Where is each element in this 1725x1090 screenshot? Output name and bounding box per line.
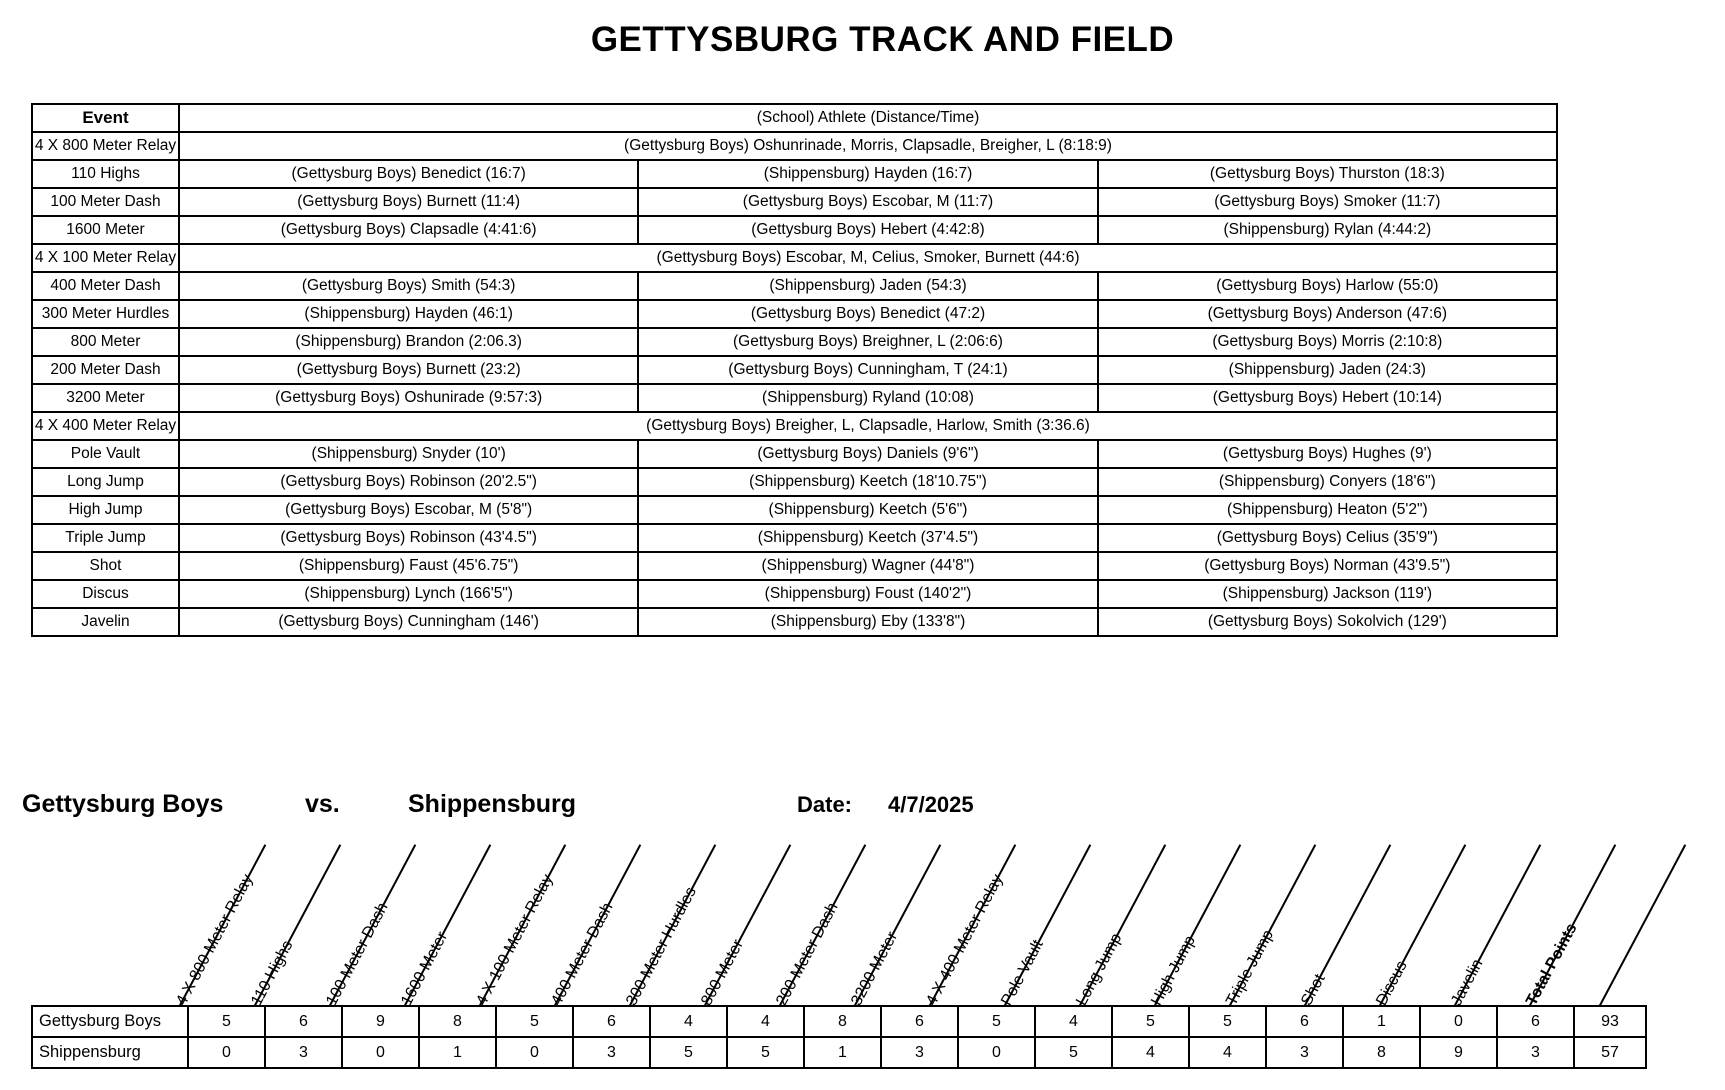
result-place-2-cell: (Shippensburg) Wagner (44'8") [638,552,1097,580]
points-header-divider [404,844,491,1006]
result-place-3-cell: (Shippensburg) Jackson (119') [1098,580,1557,608]
result-event-name: Triple Jump [32,524,179,552]
result-event-name: Shot [32,552,179,580]
result-event-name: Long Jump [32,468,179,496]
result-place-1-cell: (Shippensburg) Hayden (46:1) [179,300,638,328]
points-cell: 0 [342,1037,419,1068]
result-place-2-cell: (Gettysburg Boys) Benedict (47:2) [638,300,1097,328]
points-column-header: Pole Vault [998,937,1047,1009]
result-place-2-cell: (Gettysburg Boys) Breighner, L (2:06:6) [638,328,1097,356]
points-column-header: Long Jump [1073,930,1126,1009]
points-header-divider [929,844,1016,1006]
points-cell: 0 [496,1037,573,1068]
results-table [31,103,1558,637]
points-header-divider [1529,844,1616,1006]
table-row [32,552,1557,580]
result-event-name: 200 Meter Dash [32,356,179,384]
result-relay-cell: (Gettysburg Boys) Breigher, L, Clapsadle, Harlow, Smith (3:36.6) [179,412,1557,440]
result-relay-cell: (Gettysburg Boys) Escobar, M, Celius, Smoker, Burnett (44:6) [179,244,1557,272]
points-column-header: 200 Meter Dash [773,900,842,1009]
table-row [32,580,1557,608]
points-cell: 6 [881,1006,958,1037]
points-row [32,1006,1646,1037]
result-event-name: 1600 Meter [32,216,179,244]
result-event-name: 4 X 800 Meter Relay [32,132,179,160]
points-column-header: 800 Meter [698,936,747,1009]
table-row [32,272,1557,300]
table-row [32,160,1557,188]
points-cell: 1 [419,1037,496,1068]
result-place-2-cell: (Gettysburg Boys) Daniels (9'6") [638,440,1097,468]
result-event-name: 4 X 100 Meter Relay [32,244,179,272]
points-header-divider [1079,844,1166,1006]
result-place-3-cell: (Shippensburg) Jaden (24:3) [1098,356,1557,384]
results-header-event: Event [32,104,179,132]
table-row [32,300,1557,328]
result-place-3-cell: (Gettysburg Boys) Anderson (47:6) [1098,300,1557,328]
result-event-name: Javelin [32,608,179,636]
result-place-2-cell: (Shippensburg) Foust (140'2") [638,580,1097,608]
points-cell: 1 [1343,1006,1420,1037]
result-place-3-cell: (Gettysburg Boys) Sokolvich (129') [1098,608,1557,636]
points-cell: 5 [1035,1037,1112,1068]
points-cell: 0 [958,1037,1035,1068]
table-row [32,328,1557,356]
points-column-header: 400 Meter Dash [548,900,617,1009]
points-cell: 5 [188,1006,265,1037]
result-place-1-cell: (Gettysburg Boys) Burnett (23:2) [179,356,638,384]
result-place-3-cell: (Shippensburg) Conyers (18'6") [1098,468,1557,496]
result-relay-cell: (Gettysburg Boys) Oshunrinade, Morris, Clapsadle, Breigher, L (8:18:9) [179,132,1557,160]
points-column-header: Discus [1373,958,1411,1009]
table-row [32,412,1557,440]
points-column-header: 4 X 800 Meter Relay [173,871,257,1009]
points-column-header: High Jump [1148,933,1200,1009]
points-table-container [31,842,1691,1082]
result-place-1-cell: (Shippensburg) Lynch (166'5") [179,580,638,608]
points-header-divider [1304,844,1391,1006]
result-place-1-cell: (Gettysburg Boys) Cunningham (146') [179,608,638,636]
date-value: 4/7/2025 [888,792,974,817]
result-place-3-cell: (Shippensburg) Heaton (5'2") [1098,496,1557,524]
result-place-1-cell: (Gettysburg Boys) Oshunirade (9:57:3) [179,384,638,412]
points-header-divider [1004,844,1091,1006]
table-row [32,524,1557,552]
result-place-1-cell: (Gettysburg Boys) Clapsadle (4:41:6) [179,216,638,244]
points-header-divider [779,844,866,1006]
result-place-3-cell: (Gettysburg Boys) Smoker (11:7) [1098,188,1557,216]
result-event-name: High Jump [32,496,179,524]
points-column-header: 4 X 100 Meter Relay [473,871,557,1009]
result-place-1-cell: (Shippensburg) Snyder (10') [179,440,638,468]
points-cell: 3 [1497,1037,1574,1068]
points-cell: 8 [1343,1037,1420,1068]
table-row [32,608,1557,636]
result-place-3-cell: (Gettysburg Boys) Norman (43'9.5") [1098,552,1557,580]
result-place-2-cell: (Shippensburg) Ryland (10:08) [638,384,1097,412]
result-place-2-cell: (Gettysburg Boys) Cunningham, T (24:1) [638,356,1097,384]
points-header-divider [1154,844,1241,1006]
points-column-header: 1600 Meter [398,929,452,1009]
points-column-header: 100 Meter Dash [323,900,392,1009]
points-cell: 6 [1497,1006,1574,1037]
points-cell: 3 [1266,1037,1343,1068]
result-place-2-cell: (Gettysburg Boys) Escobar, M (11:7) [638,188,1097,216]
result-place-2-cell: (Shippensburg) Keetch (5'6") [638,496,1097,524]
table-row [32,188,1557,216]
points-cell: 3 [881,1037,958,1068]
points-column-header: 3200 Meter [848,929,902,1009]
points-cell: 0 [1420,1006,1497,1037]
points-row [32,1037,1646,1068]
result-place-3-cell: (Gettysburg Boys) Celius (35'9") [1098,524,1557,552]
points-team-name: Shippensburg [32,1037,188,1068]
table-row [32,468,1557,496]
points-cell: 6 [265,1006,342,1037]
points-cell: 9 [1420,1037,1497,1068]
points-cell: 4 [1035,1006,1112,1037]
matchup-team-a: Gettysburg Boys [22,790,224,818]
table-row [32,216,1557,244]
points-cell: 4 [1112,1037,1189,1068]
document-page [0,20,1725,1090]
table-row [32,132,1557,160]
results-header-row [32,104,1557,132]
points-total-cell: 57 [1574,1037,1646,1068]
page-title: GETTYSBURG TRACK AND FIELD [590,20,1175,59]
table-row [32,440,1557,468]
result-place-3-cell: (Gettysburg Boys) Hebert (10:14) [1098,384,1557,412]
result-event-name: 4 X 400 Meter Relay [32,412,179,440]
table-row [32,384,1557,412]
points-column-header: Shot [1298,971,1329,1009]
points-cell: 5 [727,1037,804,1068]
points-cell: 3 [265,1037,342,1068]
points-cell: 1 [804,1037,881,1068]
result-place-1-cell: (Shippensburg) Faust (45'6.75") [179,552,638,580]
points-cell: 5 [1112,1006,1189,1037]
points-cell: 4 [650,1006,727,1037]
points-cell: 9 [342,1006,419,1037]
result-place-1-cell: (Gettysburg Boys) Burnett (11:4) [179,188,638,216]
points-header-divider [1379,844,1466,1006]
date-label: Date: [797,792,853,817]
points-table [31,1005,1647,1069]
points-column-header: Triple Jump [1223,927,1278,1009]
points-header-divider [1454,844,1541,1006]
points-header-divider [1229,844,1316,1006]
points-cell: 6 [1266,1006,1343,1037]
points-cell: 5 [1189,1006,1266,1037]
points-column-header: 110 Highs [248,937,297,1009]
points-team-name: Gettysburg Boys [32,1006,188,1037]
points-header-divider [329,844,416,1006]
points-cell: 3 [573,1037,650,1068]
table-row [32,496,1557,524]
result-event-name: 100 Meter Dash [32,188,179,216]
result-event-name: Discus [32,580,179,608]
points-cell: 5 [650,1037,727,1068]
result-place-3-cell: (Shippensburg) Rylan (4:44:2) [1098,216,1557,244]
points-cell: 8 [419,1006,496,1037]
points-header-divider [254,844,341,1006]
points-header-divider [704,844,791,1006]
points-cell: 4 [1189,1037,1266,1068]
points-header-divider [854,844,941,1006]
result-place-1-cell: (Gettysburg Boys) Robinson (43'4.5") [179,524,638,552]
result-event-name: 110 Highs [32,160,179,188]
result-event-name: 400 Meter Dash [32,272,179,300]
points-cell: 5 [958,1006,1035,1037]
result-place-1-cell: (Gettysburg Boys) Smith (54:3) [179,272,638,300]
result-event-name: 300 Meter Hurdles [32,300,179,328]
table-row [32,244,1557,272]
result-place-1-cell: (Gettysburg Boys) Robinson (20'2.5") [179,468,638,496]
matchup-team-b: Shippensburg [408,790,577,818]
result-place-2-cell: (Shippensburg) Jaden (54:3) [638,272,1097,300]
result-place-1-cell: (Shippensburg) Brandon (2:06.3) [179,328,638,356]
points-cell: 8 [804,1006,881,1037]
result-place-2-cell: (Shippensburg) Hayden (16:7) [638,160,1097,188]
points-cell: 5 [496,1006,573,1037]
result-place-3-cell: (Gettysburg Boys) Thurston (18:3) [1098,160,1557,188]
result-place-2-cell: (Shippensburg) Keetch (18'10.75") [638,468,1097,496]
points-header-divider [1599,844,1686,1006]
points-header-divider [629,844,716,1006]
table-row [32,356,1557,384]
result-event-name: Pole Vault [32,440,179,468]
result-place-2-cell: (Shippensburg) Keetch (37'4.5") [638,524,1097,552]
matchup-vs-label: vs. [305,790,340,818]
result-place-1-cell: (Gettysburg Boys) Escobar, M (5'8") [179,496,638,524]
points-cell: 0 [188,1037,265,1068]
result-place-1-cell: (Gettysburg Boys) Benedict (16:7) [179,160,638,188]
points-header-divider [179,844,266,1006]
points-cell: 4 [727,1006,804,1037]
result-place-2-cell: (Shippensburg) Eby (133'8") [638,608,1097,636]
result-event-name: 800 Meter [32,328,179,356]
results-table-container [31,103,1558,637]
points-total-cell: 93 [1574,1006,1646,1037]
results-header-athlete: (School) Athlete (Distance/Time) [179,104,1557,132]
points-cell: 6 [573,1006,650,1037]
points-header-divider [554,844,641,1006]
points-column-header: Total Points [1523,920,1581,1009]
points-column-headers [31,842,1691,1007]
points-column-header: 4 X 400 Meter Relay [923,871,1007,1009]
result-place-3-cell: (Gettysburg Boys) Harlow (55:0) [1098,272,1557,300]
result-event-name: 3200 Meter [32,384,179,412]
points-column-header: 300 Meter Hurdles [623,884,700,1009]
result-place-2-cell: (Gettysburg Boys) Hebert (4:42:8) [638,216,1097,244]
matchup-line [0,790,1725,830]
result-place-3-cell: (Gettysburg Boys) Hughes (9') [1098,440,1557,468]
points-header-divider [479,844,566,1006]
points-column-header: Javelin [1448,956,1487,1009]
result-place-3-cell: (Gettysburg Boys) Morris (2:10:8) [1098,328,1557,356]
